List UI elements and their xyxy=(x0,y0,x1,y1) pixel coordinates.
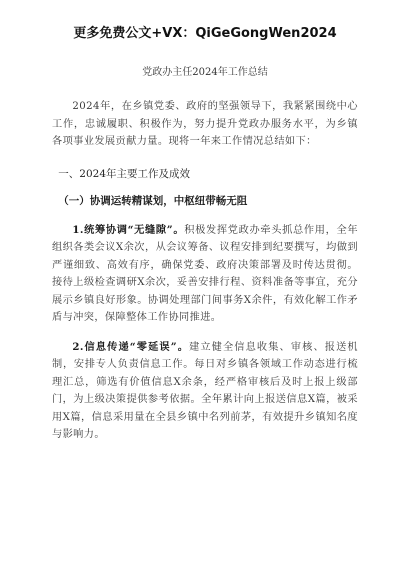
item-body-2: 建立健全信息收集、审核、报送机制，安排专人负责信息工作。每日对乡镇各领域工作动态进行梳理汇总，筛选有价值信息X余条，经严格审核后及时上报上级部门，为上级决策提供参考依据。全年累计向上报送信息X篇，被采用X篇，信息采用量在全县乡镇中名列前茅，有效提升乡镇知名度与影响力。 xyxy=(52,341,359,440)
subsection-heading: （一）协调运转精谋划，中枢纽带畅无阻 xyxy=(58,194,248,207)
item-lead-2: 2.信息传递“零延误”。 xyxy=(72,340,190,353)
intro-paragraph: 2024年，在乡镇党委、政府的坚强领导下，我紧紧围绕中心工作，忠诚履职、积极作为，努力提升党政办服务水平，为乡镇各项事业发展贡献力量。现将一年来工作情况总结如下： xyxy=(52,101,358,147)
item-paragraph-2 xyxy=(52,339,358,444)
item-lead-1: 1.统筹协调“无缝隙”。 xyxy=(72,223,185,236)
promo-banner: 更多免费公文+VX：QiGeGongWen2024 xyxy=(73,26,337,41)
item-paragraph-1 xyxy=(52,222,358,327)
section-heading: 一、2024年主要工作及成效 xyxy=(58,167,191,180)
document-title: 党政办主任2024年工作总结 xyxy=(142,67,268,78)
item-body-1: 积极发挥党政办牵头抓总作用，全年组织各类会议X余次，从会议筹备、议程安排到纪要撰写，均做到严谨细致、高效有序，确保党委、政府决策部署及时传达贯彻。接待上级检查调研X余次，妥善安排行程、资料准备等事宜，充分展示乡镇良好形象。协调处理部门间事务X余件，有效化解工作矛盾与冲突，保障整体工作协同推进。 xyxy=(52,224,359,323)
